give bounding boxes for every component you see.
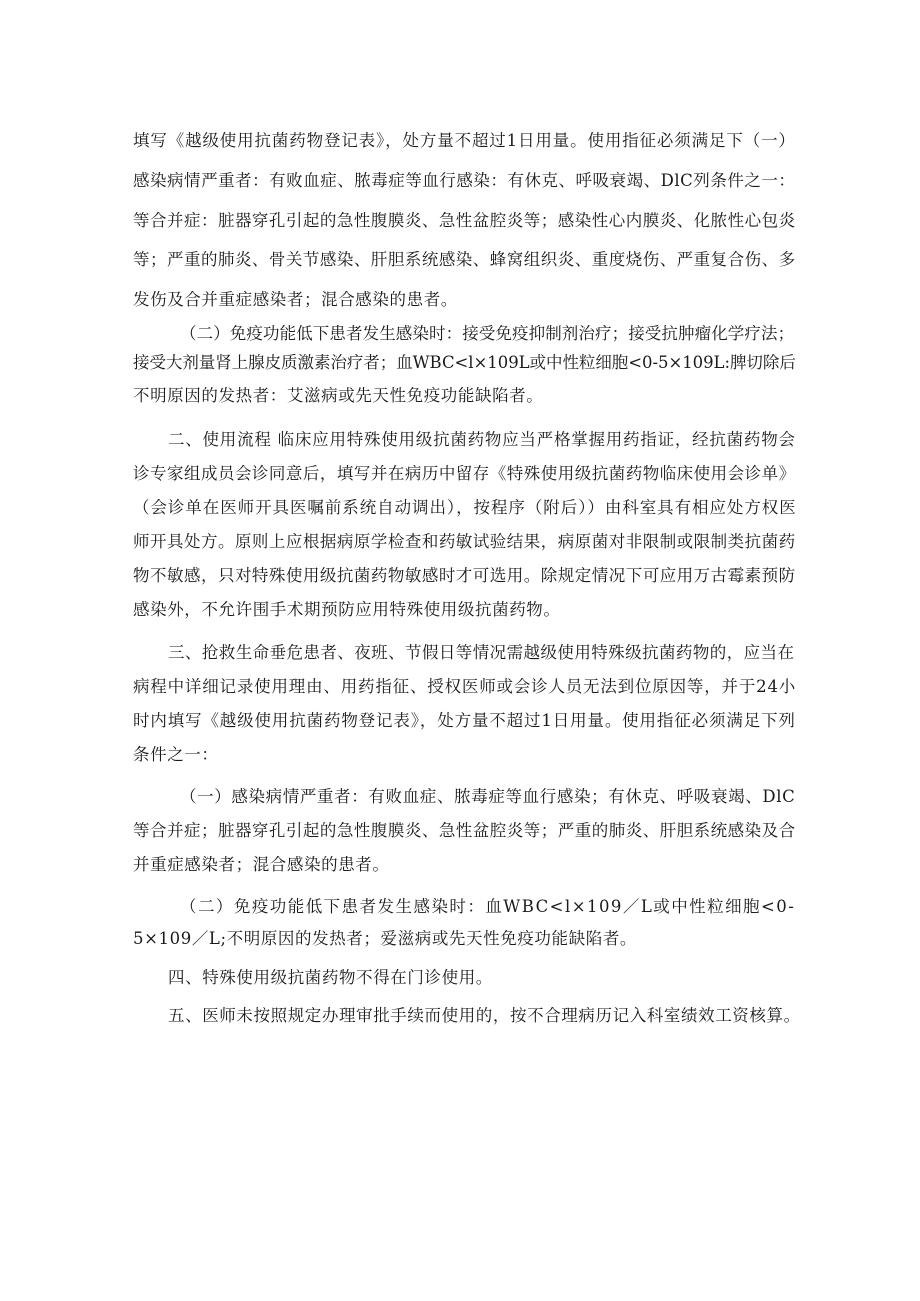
para-4-line-2: 病程中详细记录使用理由、用药指征、授权医师或会诊人员无法到位原因等，并于24小 <box>133 677 797 696</box>
para-6-line-2: 5×109／L;不明原因的发热者；爱滋病或先天性免疫功能缺陷者。 <box>133 929 638 948</box>
para-1-line-4: 等；严重的肺炎、骨关节感染、肝胆系统感染、蜂窝组织炎、重度烧伤、严重复合伤、多 <box>133 250 796 269</box>
para-1-line-1: 填写《越级使用抗菌药物登记表》，处方量不超过1日用量。使用指征必须满足下（一） <box>133 131 796 150</box>
para-5-line-3: 并重症感染者；混合感染的患者。 <box>133 855 390 874</box>
para-4-line-1: 三、抢救生命垂危患者、夜班、节假日等情况需越级使用特殊级抗菌药物的，应当在 <box>168 643 795 662</box>
para-2-line-2: 接受大剂量肾上腺皮质激素治疗者；血WBC<l×109L或中性粒细胞<0-5×109L:脾切除后 <box>133 353 796 372</box>
para-2-line-1: （二）免疫功能低下患者发生感染时：接受免疫抑制剂治疗；接受抗肿瘤化学疗法； <box>180 324 795 343</box>
para-8-line-1: 五、医师未按照规定办理审批手续而使用的，按不合理病历记入科室绩效工资核算。 <box>168 1006 801 1025</box>
para-5-line-1: （一）感染病情严重者：有败血症、脓毒症等血行感染；有休克、呼吸衰竭、DlC <box>180 787 796 806</box>
para-2-line-3: 不明原因的发热者：艾滋病或先天性免疫功能缺陷者。 <box>133 386 544 405</box>
para-7-line-1: 四、特殊使用级抗菌药物不得在门诊使用。 <box>168 968 493 987</box>
para-3-line-1: 二、使用流程 临床应用特殊使用级抗菌药物应当严格掌握用药指证，经抗菌药物会 <box>168 430 796 449</box>
para-4-line-3: 时内填写《越级使用抗菌药物登记表》，处方量不超过1日用量。使用指征必须满足下列 <box>133 711 796 730</box>
para-4-line-4: 条件之一： <box>133 745 219 764</box>
para-1-line-2: 感染病情严重者：有败血症、脓毒症等血行感染：有休克、呼吸衰竭、DlC列条件之一： <box>133 171 796 190</box>
para-6-line-1: （二）免疫功能低下患者发生感染时：血WBC<l×109／L或中性粒细胞<0- <box>180 897 796 916</box>
para-1-line-3: 等合并症：脏器穿孔引起的急性腹膜炎、急性盆腔炎等；感染性心内膜炎、化脓性心包炎 <box>133 211 796 230</box>
para-3-line-6: 感染外，不允许围手术期预防应用特殊使用级抗菌药物。 <box>133 600 561 619</box>
para-3-line-4: 师开具处方。原则上应根据病原学检查和药敏试验结果，病原菌对非限制或限制类抗菌药 <box>133 532 796 551</box>
para-3-line-2: 诊专家组成员会诊同意后，填写并在病历中留存《特殊使用级抗菌药物临床使用会诊单》 <box>133 464 796 483</box>
para-3-line-5: 物不敏感，只对特殊使用级抗菌药物敏感时才可选用。除规定情况下可应用万古霉素预防 <box>133 566 796 585</box>
para-3-line-3: （会诊单在医师开具医嘱前系统自动调出），按程序（附后））由科室具有相应处方权医 <box>133 498 797 517</box>
para-1-line-5: 发伤及合并重症感染者；混合感染的患者。 <box>133 290 458 309</box>
para-5-line-2: 等合并症；脏器穿孔引起的急性腹膜炎、急性盆腔炎等；严重的肺炎、肝胆系统感染及合 <box>133 821 796 840</box>
